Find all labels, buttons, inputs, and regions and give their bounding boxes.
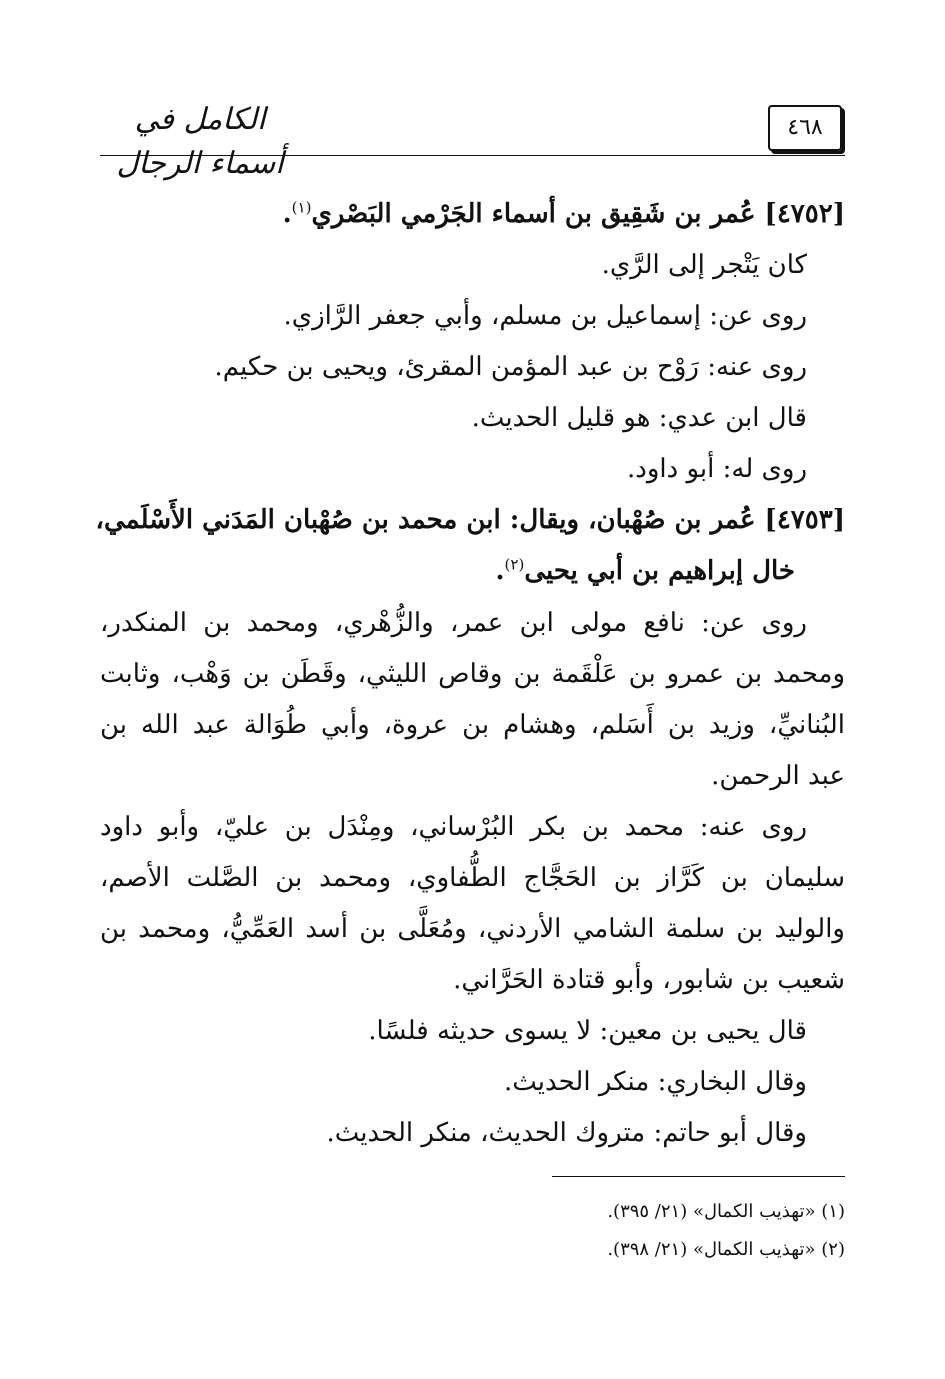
page-number: ٤٦٨: [787, 115, 823, 140]
text-line: قال يحيى بن معين: لا يسوى حديثه فلسًا.: [368, 1016, 807, 1046]
heading-period: .: [282, 199, 292, 229]
running-header-title: الكامل في أسماء الرجال: [116, 102, 284, 181]
text-line: روى له: أبو داود.: [627, 454, 807, 484]
text-line: وقال البخاري: منكر الحديث.: [503, 1067, 807, 1097]
text-line: والوليد بن سلمة الشامي الأردني، ومُعَلَّى بن أسد العَمِّيُّ، ومحمد بن: [100, 914, 845, 944]
header-rule: [100, 155, 845, 156]
text-line: ومحمد بن عمرو بن عَلْقَمة بن وقاص الليثي، وقَطَن بن وَهْب، وثابت: [100, 659, 845, 689]
text-line: البُنانيِّ، وزيد بن أَسَلم، وهشام بن عروة، وأبي طُوَالة عبد الله بن: [100, 710, 845, 740]
footnote: (١) «تهذيب الكمال» (٢١/ ٣٩٥).: [607, 1201, 845, 1222]
text-line: روى عنه: محمد بن بكر البُرْساني، ومِنْدَل بن عليّ، وأبو داود: [100, 812, 807, 842]
entry-heading-text: خال إبراهيم بن أبي يحيى: [524, 556, 795, 586]
entry-heading: [283, 186, 845, 242]
footnote-rule: [552, 1176, 845, 1177]
text-line: شعيب بن شابور، وأبو قتادة الحَرَّاني.: [453, 965, 845, 995]
text-line: روى عن: إسماعيل بن مسلم، وأبي جعفر الرَّازي.: [283, 301, 807, 331]
footnote-ref: (٢): [504, 555, 525, 574]
text-line: وقال أبو حاتم: متروك الحديث، منكر الحديث.: [326, 1118, 807, 1148]
entry-heading: [٤٧٥٣] عُمر بن صُهْبان، ويقال: ابن محمد بن صُهْبان المَدَني الأَسْلَمي،: [95, 505, 845, 535]
page-number-box: [768, 105, 842, 151]
text-line: روى عن: نافع مولى ابن عمر، والزُّهْري، ومحمد بن المنكدر،: [100, 608, 807, 638]
footnote: (٢) «تهذيب الكمال» (٢١/ ٣٩٨).: [607, 1239, 845, 1260]
heading-period: .: [495, 556, 505, 586]
text-line: عبد الرحمن.: [711, 761, 845, 791]
footnote-ref: (١): [291, 198, 312, 217]
text-line: سليمان بن كَرَّاز بن الحَجَّاج الطُّفاوي، ومحمد بن الصَّلت الأصم،: [100, 863, 845, 893]
text-line: كان يَتْجر إلى الرَّي.: [601, 250, 807, 280]
text-line: روى عنه: رَوْح بن عبد المؤمن المقرئ، ويحيى بن حكيم.: [214, 352, 807, 382]
entry-heading-continued: [495, 543, 795, 599]
entry-heading-text: [٤٧٥٢] عُمر بن شَقِيق بن أسماء الجَرْمي البَصْري: [311, 199, 845, 229]
text-line: قال ابن عدي: هو قليل الحديث.: [471, 403, 807, 433]
